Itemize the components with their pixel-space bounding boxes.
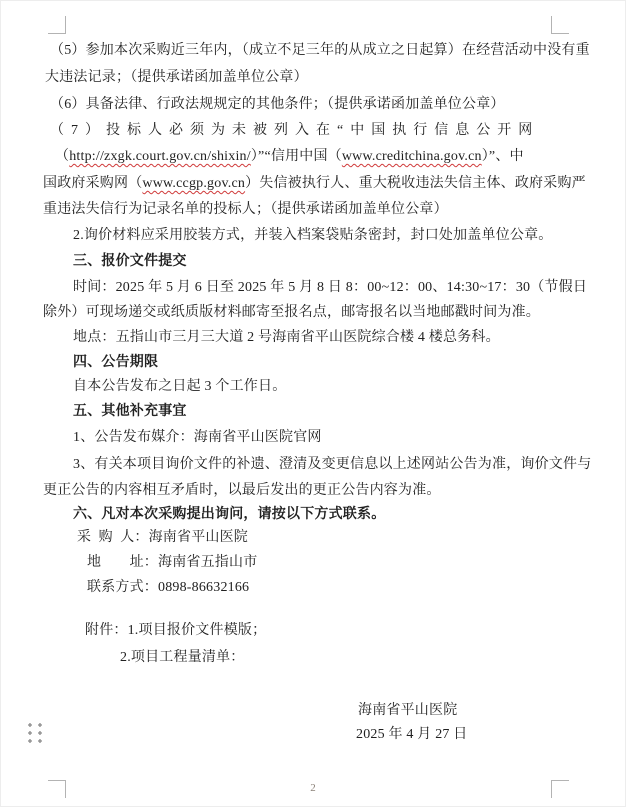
- six-dot-handle-icon[interactable]: [28, 723, 42, 743]
- doc-text-line: [50, 95, 505, 114]
- doc-text-line: [43, 200, 448, 219]
- page-number: 2: [310, 782, 316, 794]
- doc-heading-line: [73, 402, 187, 421]
- doc-text: 三、报价文件提交: [73, 254, 187, 269]
- doc-text: 2.项目工程量清单：: [120, 650, 245, 665]
- doc-text-line: [45, 68, 308, 87]
- doc-text: 2025 年 4 月 27 日: [356, 727, 468, 742]
- doc-text-line: [73, 328, 500, 347]
- doc-text-line: [356, 725, 468, 744]
- doc-text-line: [73, 278, 587, 297]
- doc-text-line: [73, 377, 286, 396]
- text-boundary-mark-top-left-icon: [48, 16, 66, 34]
- doc-text: 重违法失信行为记录名单的投标人；（提供承诺函加盖单位公章）: [43, 202, 448, 217]
- doc-text: 海南省平山医院: [358, 703, 458, 718]
- doc-text-line: [55, 147, 524, 166]
- doc-text: ）失信被执行人、重大税收违法失信主体、政府采购严: [245, 176, 586, 191]
- text-boundary-mark-top-right-icon: [551, 16, 569, 34]
- doc-text: （7）投标人必须为未被列入在“中国执行信息公开网: [50, 123, 540, 138]
- doc-heading-line: [73, 505, 385, 524]
- doc-heading-line: [73, 353, 158, 372]
- doc-text-line: [77, 528, 248, 547]
- doc-text: （: [55, 149, 70, 164]
- doc-text-line: [87, 578, 249, 597]
- doc-text: （6）具备法律、行政法规规定的其他条件；（提供承诺函加盖单位公章）: [50, 97, 505, 112]
- doc-text-line: [73, 428, 322, 447]
- doc-text: 大违法记录；（提供承诺函加盖单位公章）: [45, 70, 308, 85]
- doc-text-line: [87, 553, 257, 572]
- doc-text: 更正公告的内容相互矛盾时，以最后发出的更正公告内容为准。: [43, 483, 441, 498]
- doc-text: 3、有关本项目询价文件的补遗、澄清及变更信息以上述网站公告为准，询价文件与: [73, 457, 592, 472]
- spellcheck-wavy-url-text: www.ccgp.gov.cn: [142, 176, 246, 191]
- doc-text: 采 购 人：海南省平山医院: [77, 530, 248, 545]
- doc-text: 地 址：海南省五指山市: [87, 555, 258, 570]
- doc-text: 2.询价材料应采用胶装方式，并装入档案袋贴条密封，封口处加盖单位公章。: [73, 228, 553, 243]
- doc-text: ）”“信用中国（: [250, 149, 342, 164]
- doc-text: 四、公告期限: [73, 355, 159, 370]
- doc-text: 1、公告发布媒介：海南省平山医院官网: [73, 430, 322, 445]
- doc-text-line: [50, 41, 590, 60]
- doc-text: 联系方式：0898-86632166: [87, 580, 250, 595]
- doc-text-line: [85, 621, 266, 640]
- doc-text-line: [43, 481, 441, 500]
- doc-heading-line: [73, 252, 187, 271]
- doc-text-line: [73, 455, 591, 474]
- doc-text-line: [43, 303, 540, 322]
- doc-text-line: [50, 121, 539, 140]
- doc-text-line: [120, 648, 245, 667]
- doc-text: 国政府采购网（: [43, 176, 143, 191]
- doc-text-line: [43, 174, 586, 193]
- doc-text: 附件：1.项目报价文件模版；: [85, 623, 267, 638]
- doc-text: 时间：2025 年 5 月 6 日至 2025 年 5 月 8 日 8：00~12：00、14:30~17：30（节假日: [73, 280, 588, 295]
- doc-text-line: [73, 226, 553, 245]
- spellcheck-wavy-url-text: www.creditchina.gov.cn: [341, 149, 482, 164]
- doc-text: 自本公告发布之日起 3 个工作日。: [73, 379, 287, 394]
- doc-text: 五、其他补充事宜: [73, 404, 187, 419]
- spellcheck-wavy-url-text: http://zxgk.court.gov.cn/shixin/: [69, 149, 251, 164]
- doc-text: 除外）可现场递交或纸质版材料邮寄至报名点，邮寄报名以当地邮戳时间为准。: [43, 305, 540, 320]
- doc-text: 六、凡对本次采购提出询问，请按以下方式联系。: [73, 507, 386, 522]
- doc-text-line: [358, 701, 457, 720]
- doc-text: 地点：五指山市三月三大道 2 号海南省平山医院综合楼 4 楼总务科。: [73, 330, 500, 345]
- doc-text: ）”、中: [481, 149, 524, 164]
- doc-text: （5）参加本次采购近三年内，（成立不足三年的从成立之日起算）在经营活动中没有重: [50, 43, 590, 58]
